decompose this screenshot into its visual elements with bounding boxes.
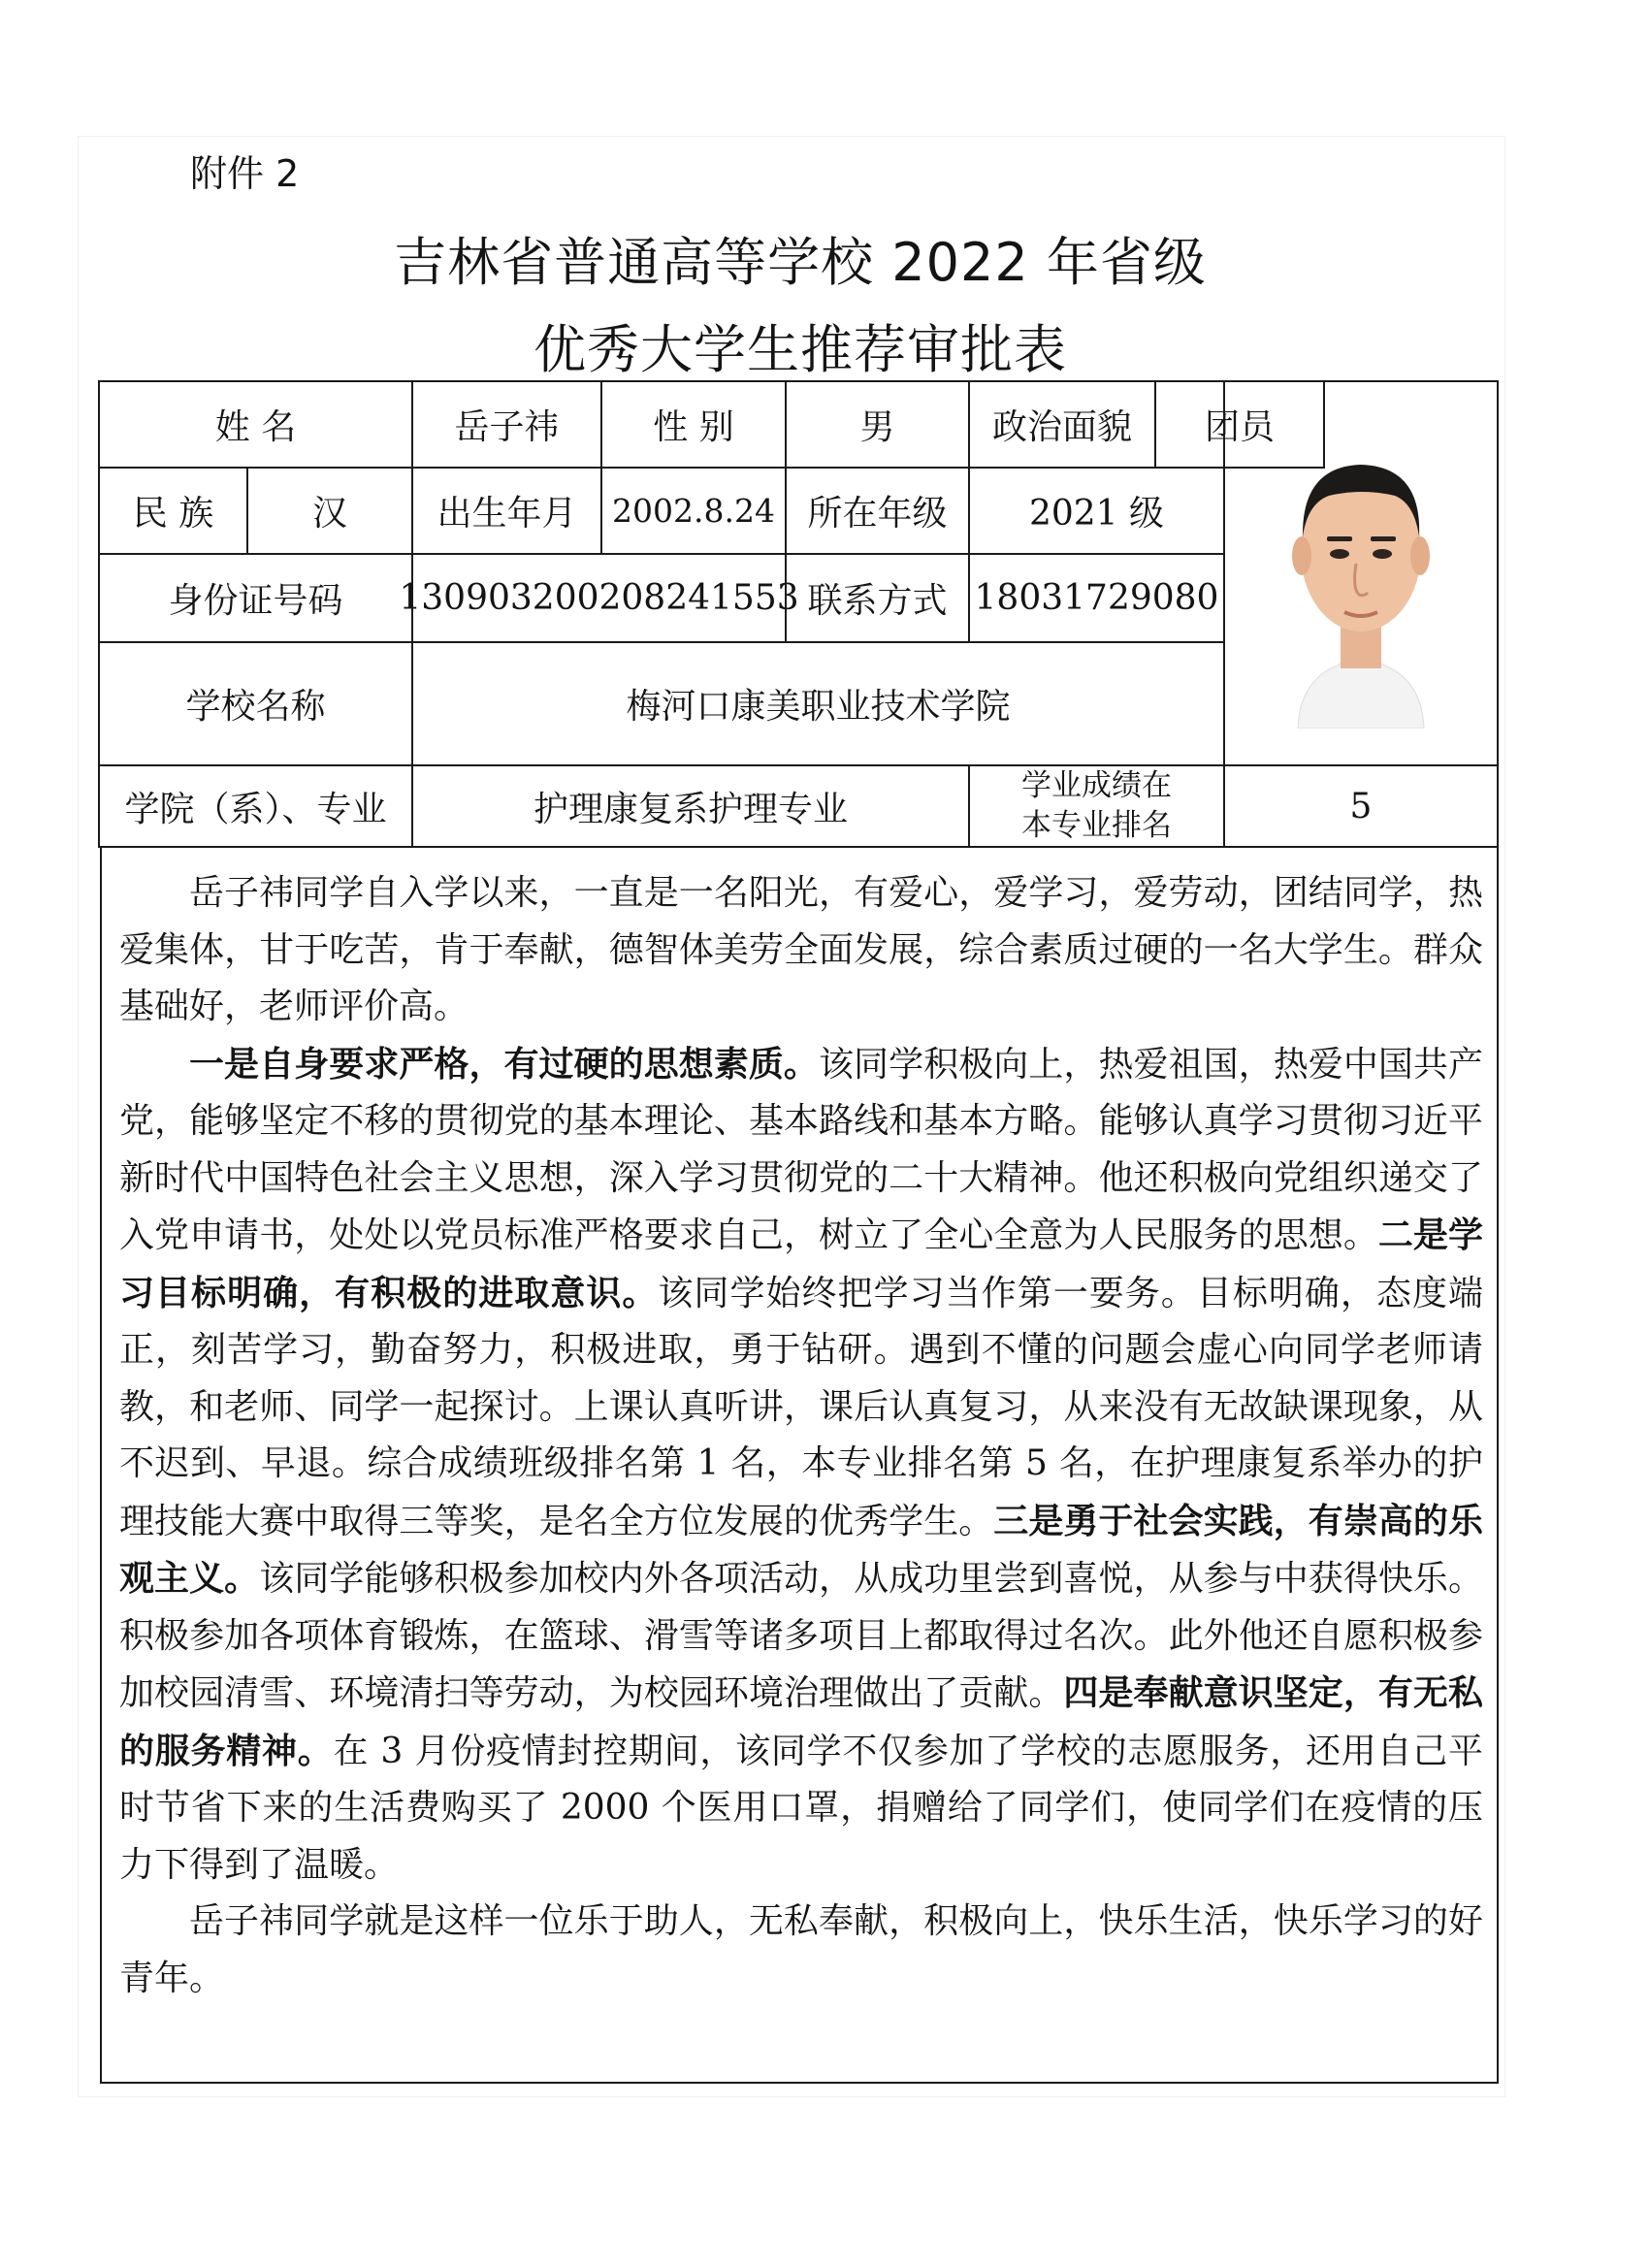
school-name-value: 梅河口康美职业技术学院	[411, 641, 1225, 766]
department-major-value: 护理康复系护理专业	[411, 764, 970, 848]
grade-value: 2021 级	[968, 467, 1225, 555]
point-2-heading: 二是学习目标明确，有积极的进取意识。	[119, 1215, 1483, 1313]
closing-paragraph: 岳子祎同学就是这样一位乐于助人，无私奉献，积极向上，快乐生活，快乐学习的好青年。	[119, 1901, 1483, 1998]
name-value: 岳子祎	[411, 380, 602, 469]
contact-label: 联系方式	[785, 553, 970, 643]
portrait-image	[1259, 428, 1463, 729]
birth-date-label: 出生年月	[411, 467, 602, 555]
attachment-label: 附件 2	[190, 152, 300, 195]
political-status-label: 政治面貌	[968, 380, 1156, 469]
recommendation-text-box	[100, 846, 1499, 2084]
ethnicity-value: 汉	[246, 467, 413, 555]
political-status-value: 团员	[1154, 380, 1325, 469]
major-rank-label-line-1: 学业成绩在	[1021, 768, 1172, 803]
major-rank-label	[968, 764, 1225, 848]
point-3-text: 该同学能够积极参加校内外各项活动，从成功里尝到喜悦，从参与中获得快乐。积极参加各项体育锻炼，在篮球、滑雪等诸多项目上都取得过名次。此外他还自愿积极参加校园清雪、环境清扫等劳动，为校园环境治理做出了贡献。	[119, 1559, 1483, 1713]
name-label: 姓 名	[98, 380, 413, 469]
point-1-heading: 一是自身要求严格，有过硬的思想素质。	[189, 1043, 819, 1085]
achievements-paragraph	[119, 1036, 1483, 1895]
id-number-value: 130903200208241553	[411, 553, 787, 643]
gender-value: 男	[785, 380, 970, 469]
ethnicity-label: 民 族	[98, 467, 248, 555]
form-title-line-2: 优秀大学生推荐审批表	[534, 319, 1067, 380]
form-title-line-1: 吉林省普通高等学校 2022 年省级	[394, 232, 1207, 293]
major-rank-label-line-2: 本专业排名	[1021, 808, 1172, 843]
contact-value: 18031729080	[968, 553, 1225, 643]
point-4-heading: 四是奉献意识坚定，有无私的服务精神。	[119, 1672, 1483, 1771]
point-2-text: 该同学始终把学习当作第一要务。目标明确，态度端正，刻苦学习，勤奋努力，积极进取，勇于钻研。遇到不懂的问题会虚心向同学老师请教，和老师、同学一起探讨。上课认真听讲，课后认真复习，从来没有无故缺课现象，从不迟到、早退。综合成绩班级排名第 1 名，本专业排名第 5 名，在护理康复系举办的护理技能大赛中取得三等奖，是名全方位发展的优秀学生。	[119, 1273, 1483, 1541]
point-1-text: 该同学积极向上，热爱祖国，热爱中国共产党，能够坚定不移的贯彻党的基本理论、基本路线和基本方略。能够认真学习贯彻习近平新时代中国特色社会主义思想，深入学习贯彻党的二十大精神。他还积极向党组织递交了入党申请书，处处以党员标准严格要求自己，树立了全心全意为人民服务的思想。	[119, 1044, 1483, 1255]
birth-date-value: 2002.8.24	[600, 467, 787, 555]
major-rank-value: 5	[1223, 764, 1499, 848]
gender-label: 性 别	[600, 380, 787, 469]
department-major-label: 学院（系）、专业	[98, 764, 413, 848]
applicant-photo	[1223, 380, 1499, 766]
point-4-text: 在 3 月份疫情封控期间，该同学不仅参加了学校的志愿服务，还用自己平时节省下来的生活费购买了 2000 个医用口罩，捐赠给了同学们，使同学们在疫情的压力下得到了温暖。	[119, 1731, 1483, 1885]
point-3-heading: 三是勇于社会实践，有崇高的乐观主义。	[119, 1500, 1483, 1599]
school-name-label: 学校名称	[98, 641, 413, 766]
grade-label: 所在年级	[785, 467, 970, 555]
intro-paragraph: 岳子祎同学自入学以来，一直是一名阳光，有爱心，爱学习，爱劳动，团结同学，热爱集体，甘于吃苦，肯于奉献，德智体美劳全面发展，综合素质过硬的一名大学生。群众基础好，老师评价高。	[119, 873, 1483, 1026]
id-number-label: 身份证号码	[98, 553, 413, 643]
